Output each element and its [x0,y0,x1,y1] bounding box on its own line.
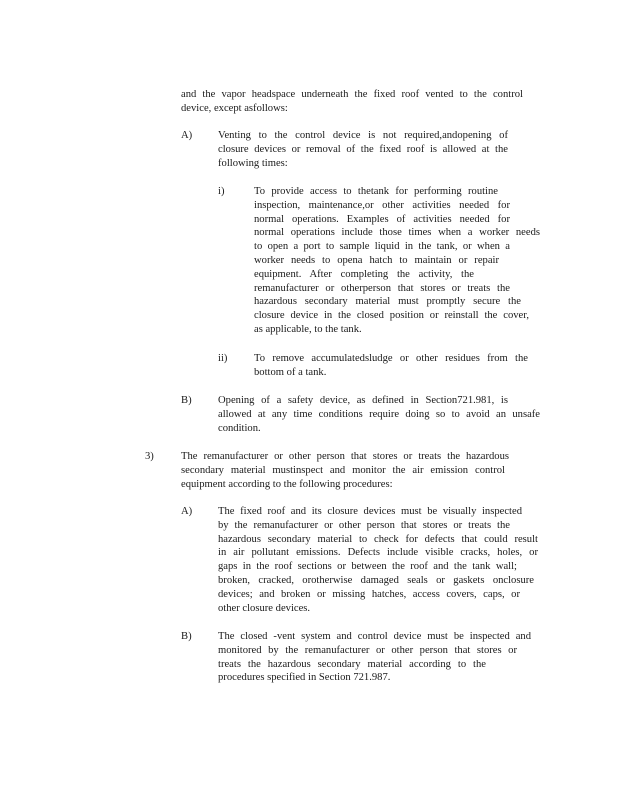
text-line: as applicable, to the tank. [254,323,362,335]
text-line: To remove accumulatedsludge or other residues from the [254,353,528,364]
text-line: To provide access to thetank for performing routine [254,186,498,197]
text-line: monitored by the remanufacturer or other person that stores or [218,644,517,656]
text-line: and the vapor headspace underneath the fixed roof vented to the control [181,89,523,100]
text-line: equipment. After completing the activity, the [254,268,474,280]
text-line: to open a port to sample liquid in the tank, or when a [254,241,510,253]
text-line: devices; and broken or missing hatches, access covers, caps, or [218,588,520,600]
text-line: broken, cracked, orotherwise damaged seals or gaskets onclosure [218,574,534,586]
item-marker: B) [181,631,192,642]
text-line: normal operations include those times when a worker needs [254,227,540,239]
text-line: secondary material mustinspect and monitor the air emission control [181,464,505,476]
item-marker: i) [218,186,225,197]
item-marker: A) [181,130,193,141]
item-paragraph [218,129,508,170]
item-paragraph [181,450,509,491]
text-line: hazardous secondary material to check for defects that could result [218,533,538,545]
text-line: The remanufacturer or other person that stores or treats the hazardous [181,451,509,462]
item-marker: 3) [145,451,154,462]
item-marker: A) [181,506,193,517]
text-line: closure devices or removal of the fixed roof is allowed at the [218,143,508,155]
text-line: worker needs to opena hatch to maintain or repair [254,254,499,266]
text-line: gaps in the roof sections or between the roof and the tank wall; [218,561,517,573]
text-line: remanufacturer or otherperson that stores or treats the [254,282,510,294]
text-line: Opening of a safety device, as defined in Section721.981, is [218,395,508,406]
text-line: in air pollutant emissions. Defects include visible cracks, holes, or [218,547,538,559]
text-line: device, except asfollows: [181,102,288,114]
text-line: bottom of a tank. [254,366,327,378]
text-line: hazardous secondary material must promptly secure the [254,296,521,308]
text-line: The closed -vent system and control device must be inspected and [218,631,531,642]
item-marker: ii) [218,353,228,364]
item-paragraph [218,505,538,615]
item-marker: B) [181,395,192,406]
text-line: other closure devices. [218,602,311,614]
item-paragraph [254,352,528,380]
text-line: equipment according to the following procedures: [181,478,393,490]
text-line: following times: [218,157,288,169]
text-line: inspection, maintenance,or other activities needed for [254,199,510,211]
text-line: by the remanufacturer or other person that stores or treats the [218,519,510,531]
intro-paragraph [181,88,523,116]
text-line: closure device in the closed position or reinstall the cover, [254,310,529,322]
text-line: allowed at any time conditions require doing so to avoid an unsafe [218,408,540,420]
text-line: treats the hazardous secondary material according to the [218,658,486,670]
text-line: The fixed roof and its closure devices must be visually inspected [218,506,522,517]
item-paragraph [218,630,531,685]
text-line: condition. [218,422,261,434]
item-paragraph [254,185,540,337]
text-line: Venting to the control device is not required,andopening of [218,130,508,141]
text-line: normal operations. Examples of activities needed for [254,213,510,225]
text-line: procedures specified in Section 721.987. [218,672,391,684]
item-paragraph [218,394,540,435]
